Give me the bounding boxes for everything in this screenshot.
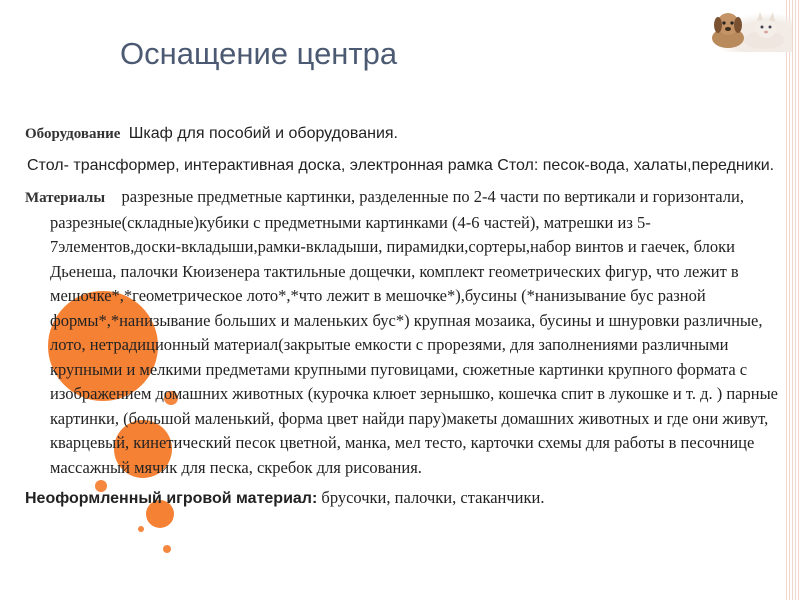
- materials-label: Материалы: [25, 190, 106, 206]
- equipment-label: Оборудование: [25, 126, 121, 142]
- decorative-circle-tiny: [163, 545, 171, 553]
- cat-and-puppy-image: [706, 8, 792, 52]
- equipment-line1: Шкаф для пособий и оборудования.: [128, 125, 398, 142]
- decorative-border: [786, 0, 800, 600]
- equipment-paragraph-2: [25, 153, 780, 179]
- slide-content: [25, 121, 780, 512]
- materials-text: разрезные предметные картинки, разделенные по 2-4 части по вертикали и горизонтали, разрезные(складные)кубики с предметными картинками (4-6 частей), матрешки из 5-7элементов,доски-вкладыши,рамки-вкладыши, пирамидки,сортеры,набор винтов и гаечек, блоки Дьенеша, палочки Кюизенера тактильные дощечки, комплект геометрических фигур, что лежит в мешочке*,*геометрическое лото*,*что лежит в мешочке*),бусины (*нанизывание бус разной формы*,*нанизывание больших и маленьких бус*) крупная мозаика, бусины и шнуровки различные, лото, нетрадиционный материал(закрытые емкости с прорезями, для заполнениями различными крупными и мелкими предметами крупными пуговицами, сюжетные картинки крупного формата с изображением домашних животных (курочка клюет зернышко, кошечка спит в лукошке и т. д. ) парные картинки, (большой маленький, форма цвет найди пару)макеты домашних животных и где они живут, кварцевый, кинетический песок цветной, манка, мел тесто, карточки схемы для работы в песочнице массажный мячик для песка, скребок для рисования.: [50, 187, 778, 477]
- equipment-line2: Стол- трансформер, интерактивная доска, электронная рамка Стол: песок-вода, халаты,передники.: [27, 156, 775, 174]
- slide-title: Оснащение центра: [120, 36, 398, 71]
- decorative-circle-tiny: [138, 526, 144, 532]
- unformed-paragraph: [25, 486, 780, 512]
- unformed-text: брусочки, палочки, стаканчики.: [321, 488, 545, 507]
- materials-paragraph: [25, 185, 780, 480]
- unformed-label: Неоформленный игровой материал:: [25, 490, 318, 507]
- equipment-paragraph: [25, 121, 780, 147]
